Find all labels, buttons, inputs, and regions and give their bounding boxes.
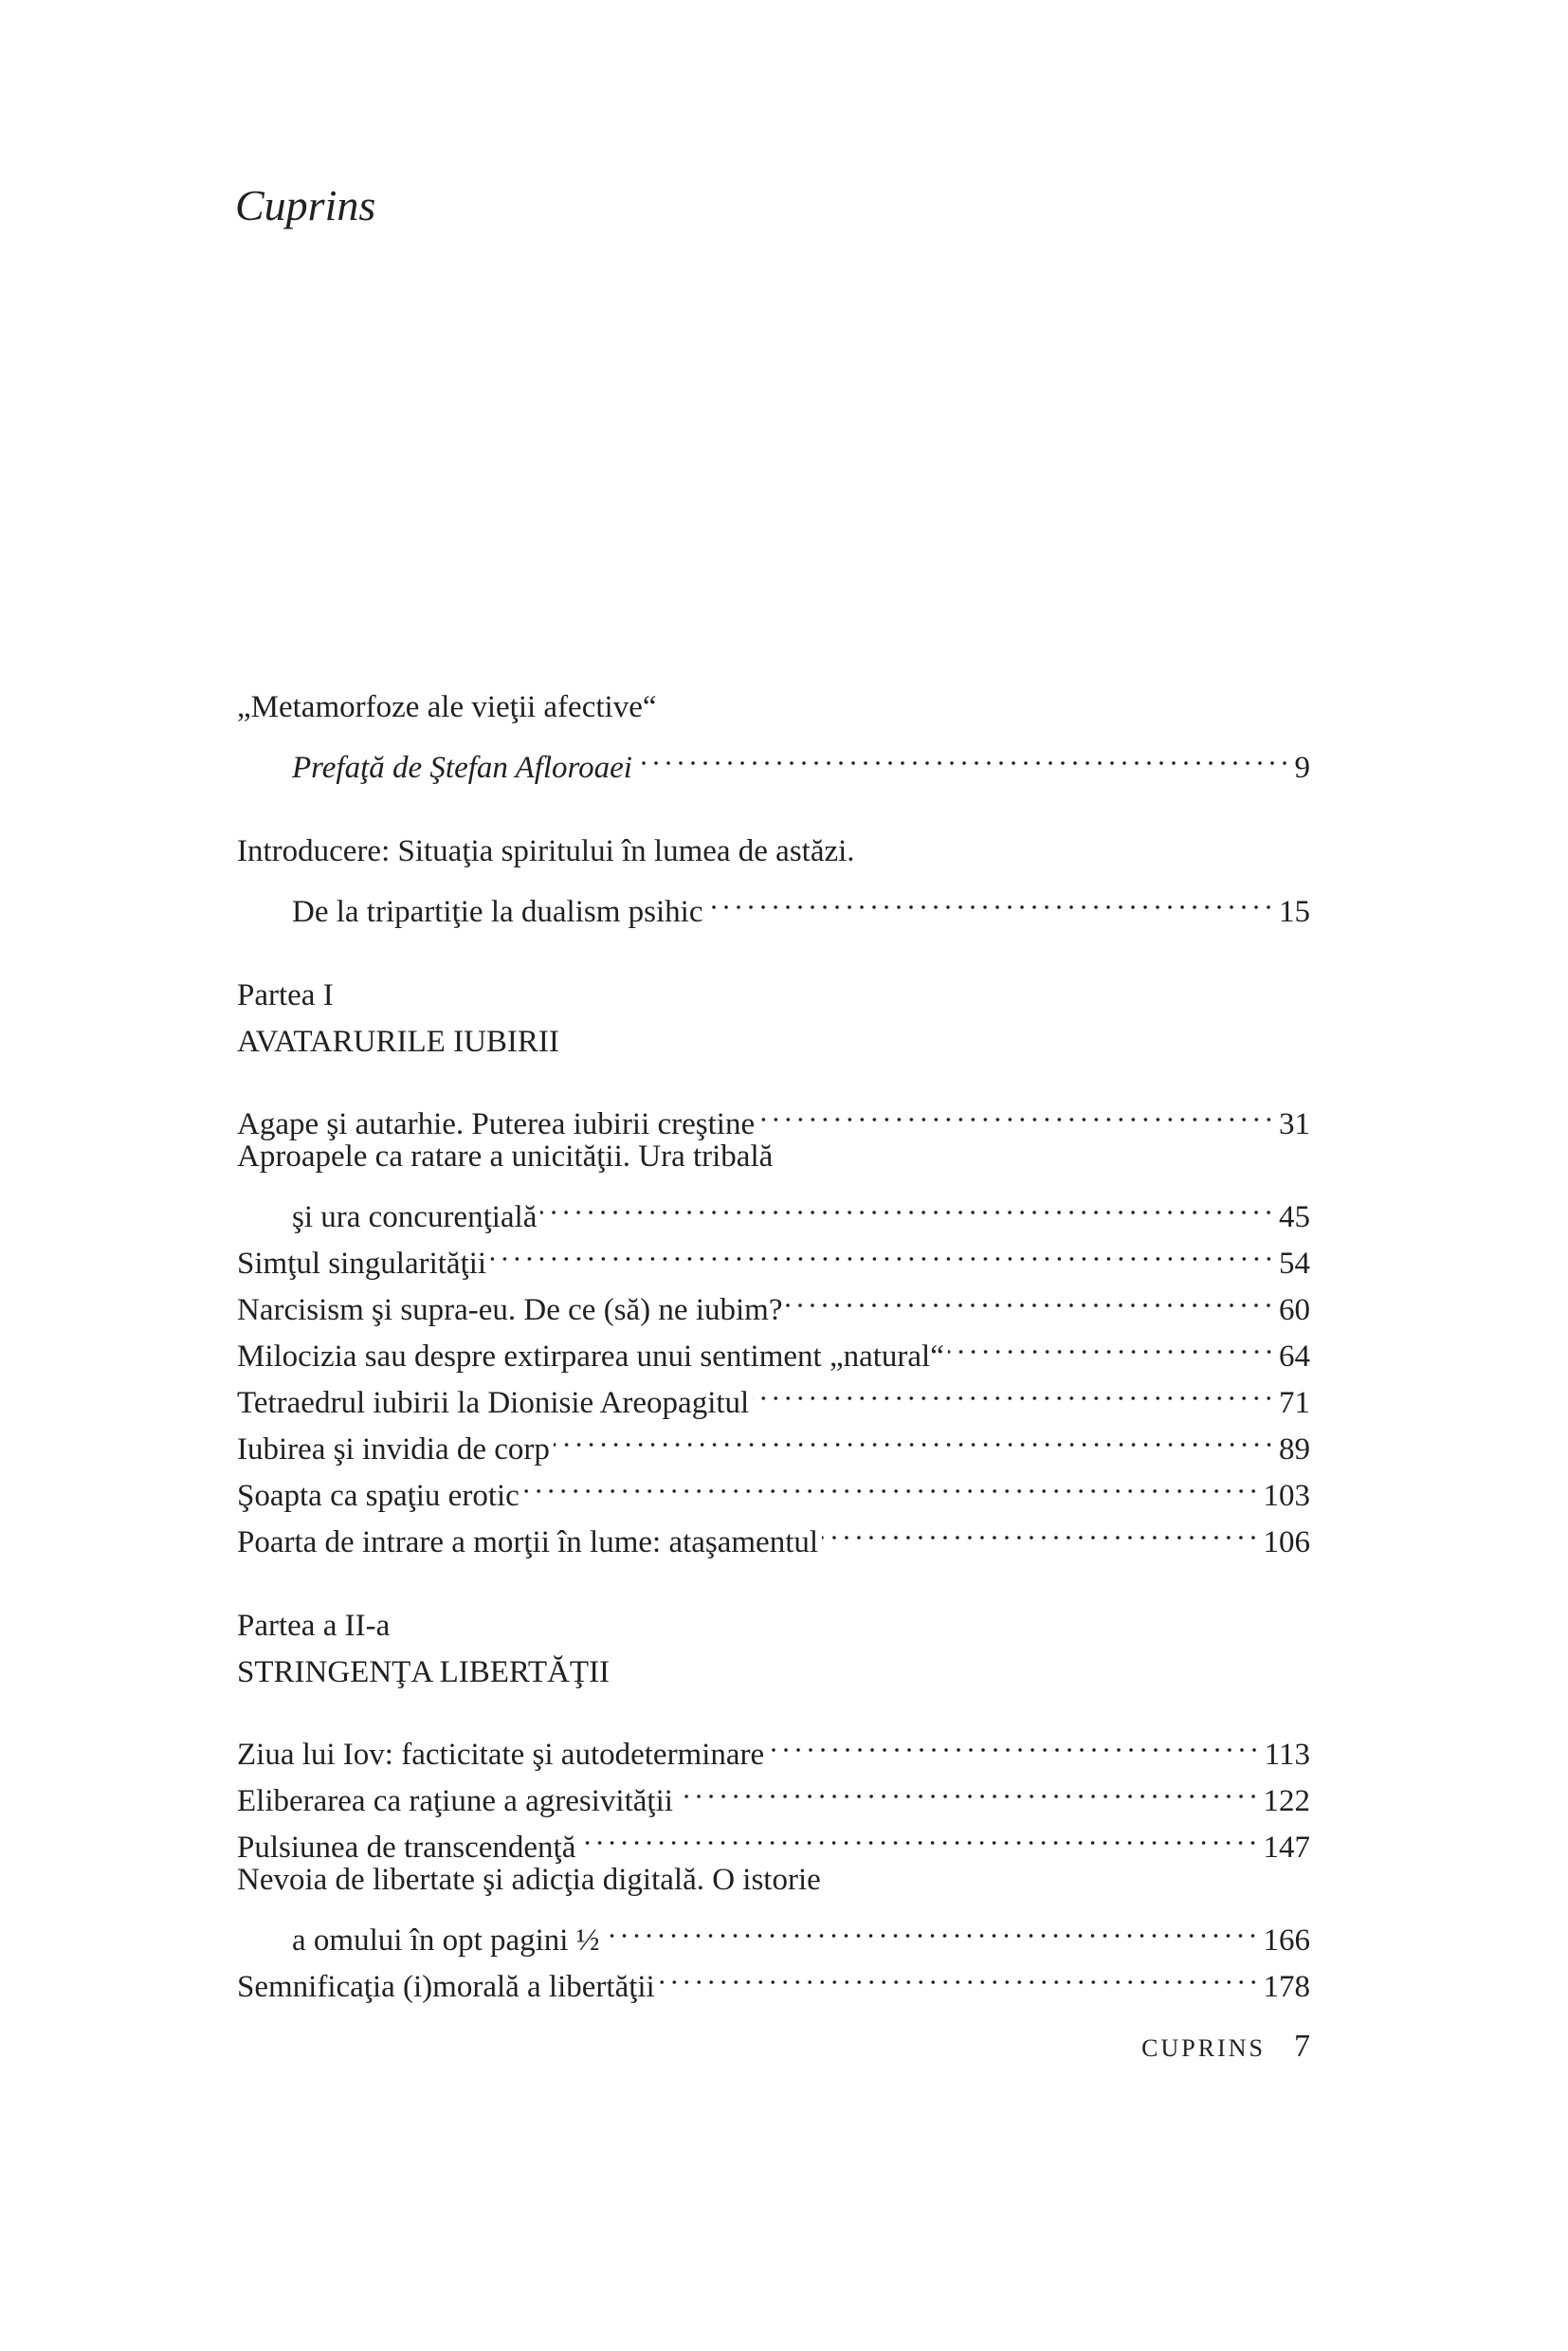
dot-leader bbox=[786, 1273, 1275, 1320]
dot-leader bbox=[554, 1412, 1275, 1459]
entry-title: Pulsiunea de transcendenţă bbox=[237, 1831, 576, 1865]
entry-title: Tetraedrul iubirii la Dionisie Areopagitul bbox=[237, 1386, 750, 1420]
entry-title: Şoapta ca spaţiu erotic bbox=[237, 1479, 520, 1513]
entry-title: Narcisism şi supra-eu. De ce (să) ne iubim? bbox=[237, 1293, 783, 1327]
entry-title: Prefaţă de Ştefan Afloroaei bbox=[292, 751, 632, 785]
page-number: 15 bbox=[1279, 895, 1310, 929]
entry-title: Agape şi autarhie. Puterea iubirii creştine bbox=[237, 1107, 756, 1141]
entry-title: Simţul singularităţii bbox=[237, 1247, 487, 1281]
entry-title: De la tripartiţie la dualism psihic bbox=[292, 895, 703, 929]
dot-leader bbox=[768, 1718, 1261, 1764]
toc-entry[interactable] bbox=[237, 1904, 1310, 1958]
entry-title: Semnificaţia (i)morală a libertăţii bbox=[237, 1970, 655, 2004]
footer-label: CUPRINS bbox=[1141, 2034, 1266, 2062]
toc-entry[interactable] bbox=[237, 1180, 1310, 1234]
toc-entry[interactable] bbox=[237, 1087, 1310, 1141]
page-number: 89 bbox=[1279, 1432, 1310, 1467]
part-label: Partea a II-a bbox=[237, 1609, 391, 1643]
part-label: Partea I bbox=[237, 978, 334, 1012]
dot-leader bbox=[490, 1227, 1275, 1273]
running-footer bbox=[1141, 2029, 1310, 2065]
page-number: 9 bbox=[1294, 751, 1310, 785]
toc-entry[interactable] bbox=[237, 875, 1310, 929]
dot-leader bbox=[636, 731, 1291, 777]
dot-leader bbox=[540, 1180, 1275, 1227]
toc-entry-first-line bbox=[237, 1857, 1310, 1904]
page-number: 103 bbox=[1263, 1479, 1310, 1513]
table-of-contents bbox=[237, 684, 1310, 2004]
toc-entry-first-line bbox=[237, 1134, 1310, 1180]
toc-preface-title bbox=[237, 684, 1310, 731]
page-number: 7 bbox=[1294, 2029, 1310, 2064]
page-number: 106 bbox=[1263, 1525, 1310, 1559]
entry-title: Aproapele ca ratare a unicităţii. Ura tribală bbox=[237, 1139, 774, 1174]
entry-title-continued: şi ura concurenţială bbox=[292, 1200, 538, 1234]
page-number: 45 bbox=[1279, 1200, 1310, 1234]
entry-title: Introducere: Situaţia spiritului în lumea de astăzi. bbox=[237, 834, 855, 868]
toc-intro-title bbox=[237, 829, 1310, 875]
toc-entry[interactable] bbox=[237, 731, 1310, 785]
page-number: 64 bbox=[1279, 1340, 1310, 1374]
toc-entry[interactable] bbox=[237, 1718, 1310, 1772]
entry-title: Iubirea şi invidia de corp bbox=[237, 1432, 550, 1467]
dot-leader bbox=[523, 1459, 1260, 1505]
entry-title: „Metamorfoze ale vieţii afective“ bbox=[237, 690, 657, 724]
page-number: 147 bbox=[1263, 1831, 1310, 1865]
dot-leader bbox=[948, 1320, 1275, 1366]
entry-title: Milocizia sau despre extirparea unui sentiment „natural“ bbox=[237, 1340, 944, 1374]
dot-leader bbox=[706, 875, 1275, 921]
entry-title: Nevoia de libertate şi adicţia digitală. O istorie bbox=[237, 1863, 821, 1897]
part-heading: STRINGENŢA LIBERTĂŢII bbox=[237, 1655, 611, 1689]
page-number: 31 bbox=[1279, 1107, 1310, 1141]
page-number: 60 bbox=[1279, 1293, 1310, 1327]
dot-leader bbox=[579, 1811, 1259, 1857]
page-number: 178 bbox=[1263, 1970, 1310, 2004]
dot-leader bbox=[758, 1087, 1275, 1134]
page-number: 122 bbox=[1263, 1784, 1310, 1818]
entry-title: Ziua lui Iov: facticitate şi autodeterminare bbox=[237, 1738, 765, 1772]
entry-title-continued: a omului în opt pagini ½ bbox=[292, 1923, 600, 1958]
dot-leader bbox=[753, 1366, 1275, 1412]
page-number: 113 bbox=[1264, 1738, 1310, 1772]
page-number: 166 bbox=[1263, 1923, 1310, 1958]
page-number: 71 bbox=[1279, 1386, 1310, 1420]
part-heading: AVATARURILE IUBIRII bbox=[237, 1025, 559, 1059]
dot-leader bbox=[659, 1950, 1260, 1996]
dot-leader bbox=[677, 1764, 1260, 1811]
dot-leader bbox=[822, 1505, 1259, 1552]
dot-leader bbox=[603, 1904, 1259, 1950]
entry-title: Eliberarea ca raţiune a agresivităţii bbox=[237, 1784, 673, 1818]
page-number: 54 bbox=[1279, 1247, 1310, 1281]
page-title: Cuprins bbox=[235, 181, 376, 229]
entry-title: Poarta de intrare a morţii în lume: ataşamentul bbox=[237, 1525, 819, 1559]
